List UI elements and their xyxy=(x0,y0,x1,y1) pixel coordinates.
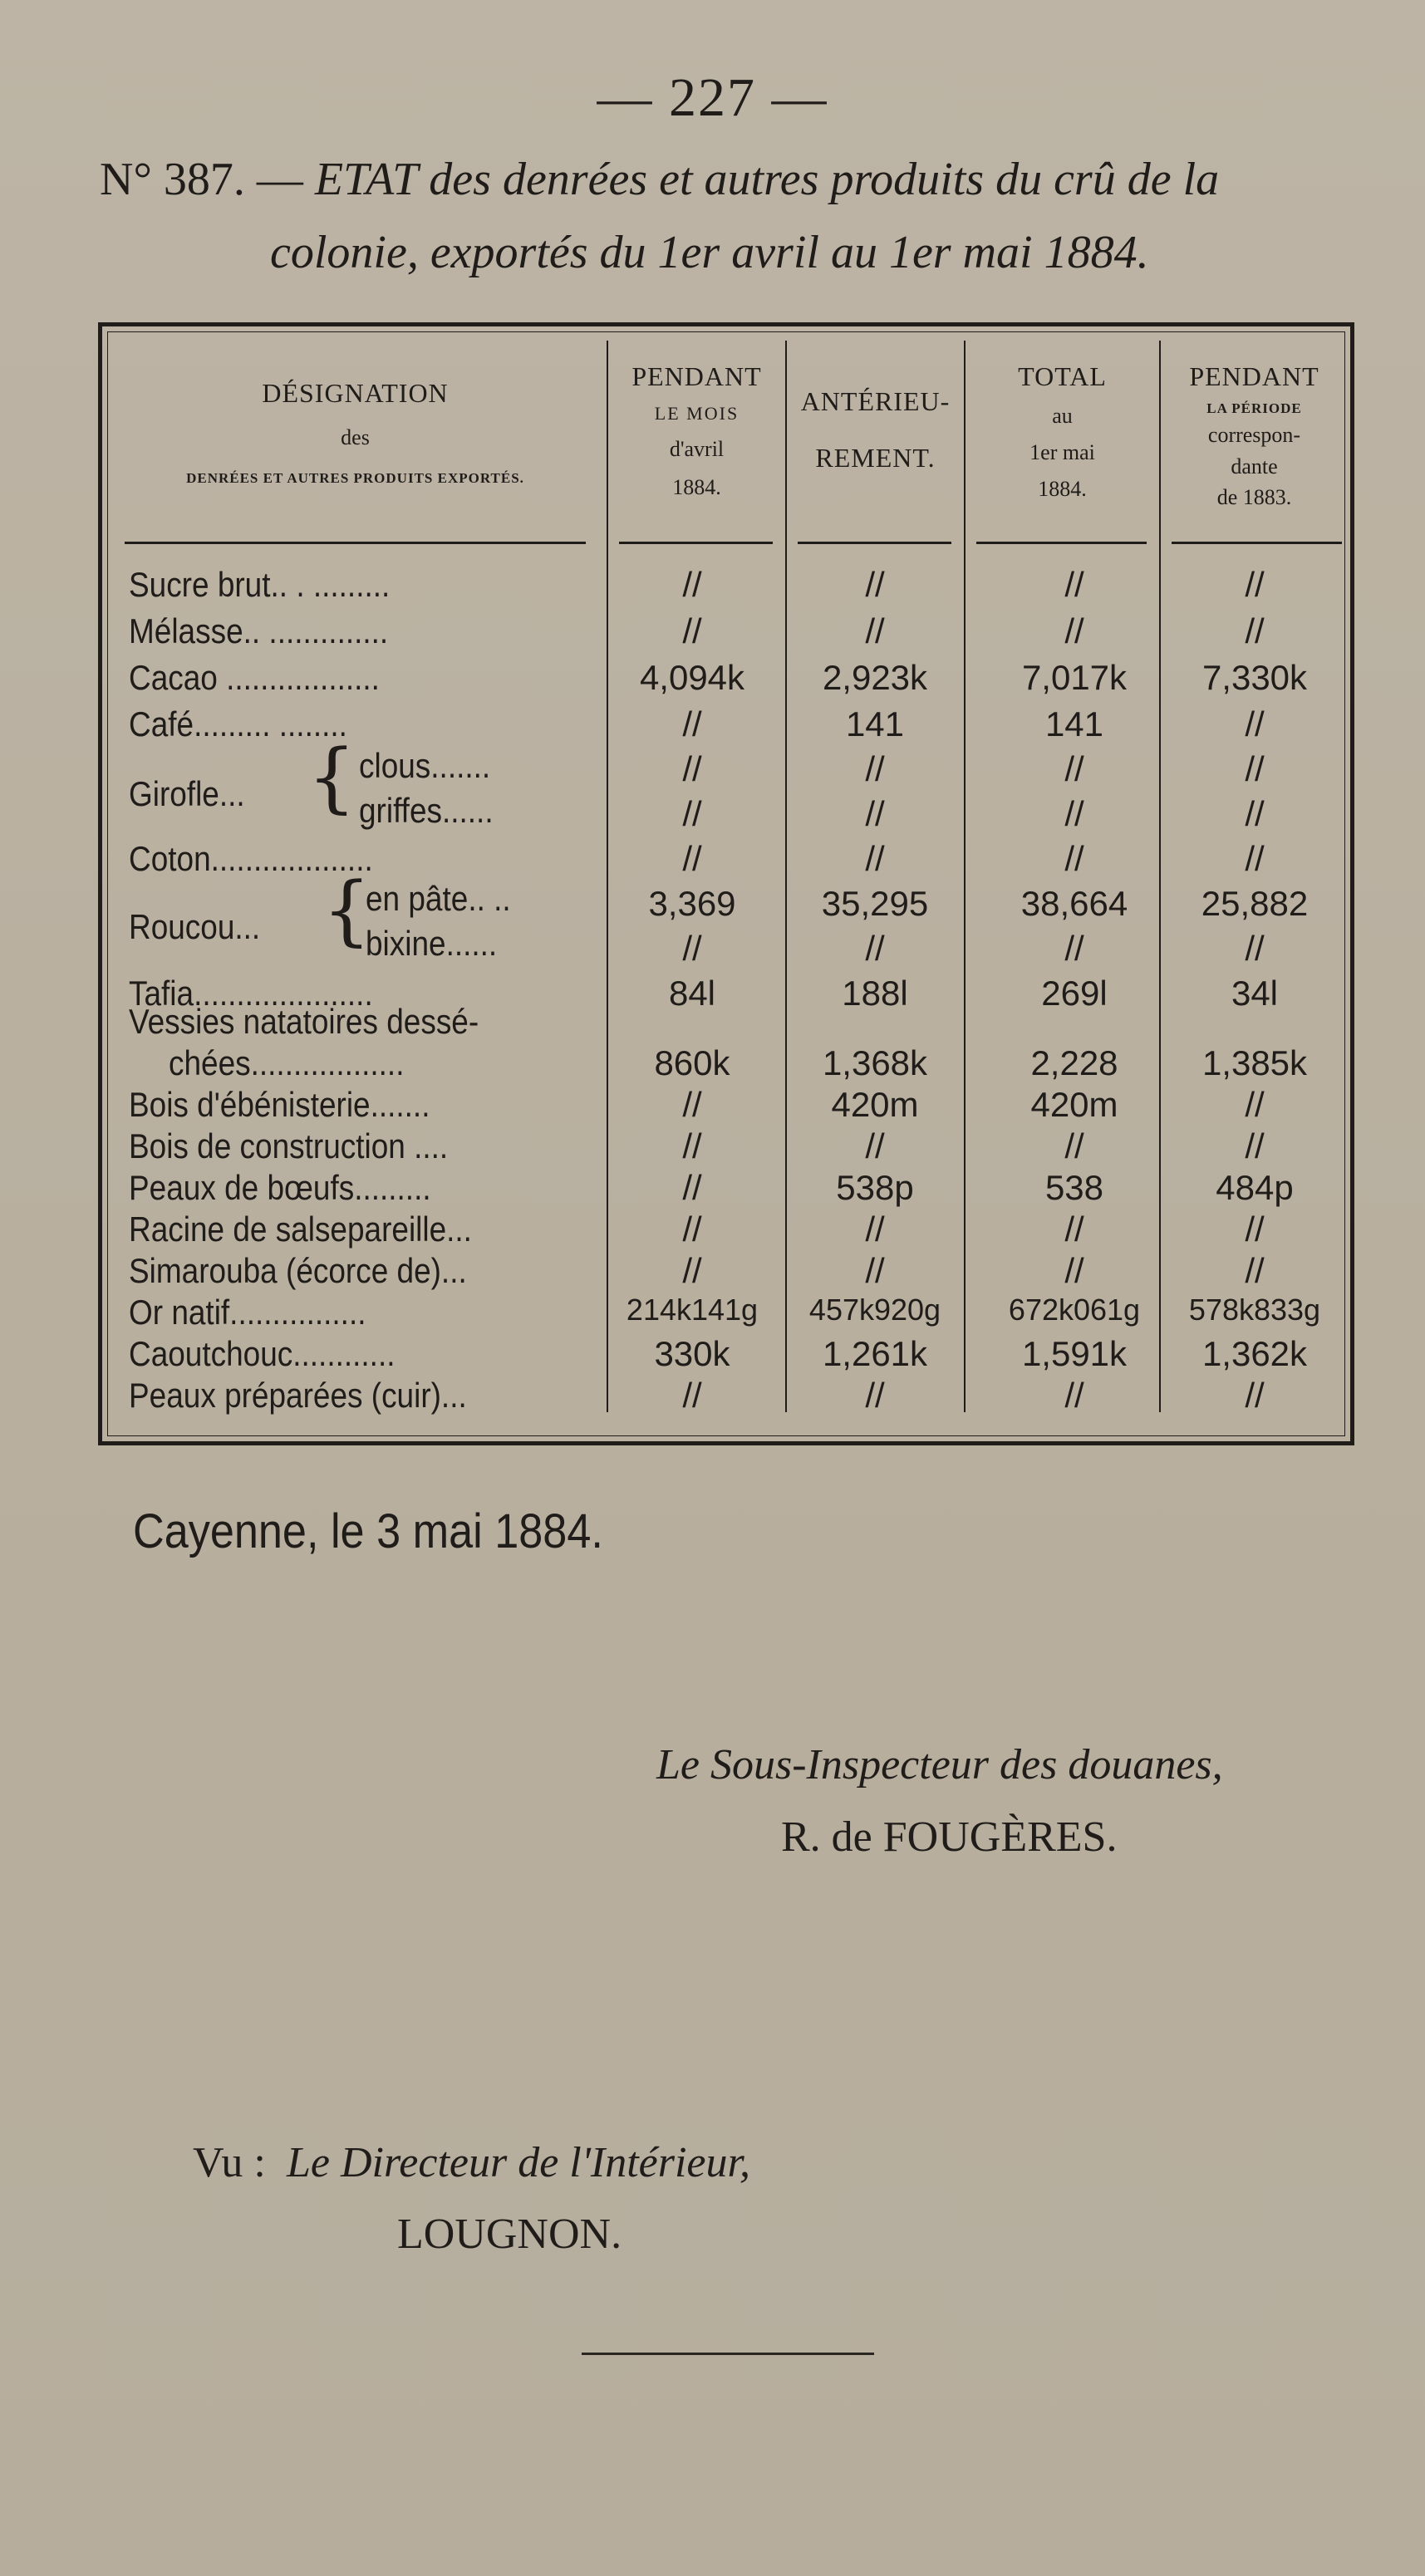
title-line-2: colonie, exportés du 1er avril au 1er mai 1884. xyxy=(270,227,1149,278)
header-designation: DÉSIGNATION des DENRÉES ET AUTRES PRODUITS EXPORTÉS. xyxy=(186,378,524,487)
table-row: Racine de salsepareille... // // // // xyxy=(129,1209,1265,1249)
header-rule xyxy=(125,542,586,544)
header-total: TOTAL au 1er mai 1884. xyxy=(1018,361,1107,501)
table-row: 3,369 35,295 38,664 25,882 xyxy=(648,884,1309,923)
signer-name: R. de FOUGÈRES. xyxy=(781,1813,1118,1861)
place-date: Cayenne, le 3 mai 1884. xyxy=(133,1504,603,1558)
table-row: Tafia..................... 84l 188l 269l 34l xyxy=(129,974,1279,1013)
end-rule xyxy=(582,2353,874,2355)
document-title xyxy=(100,143,1363,289)
table-row: Bois de construction .... // // // // xyxy=(129,1126,1265,1165)
table-row: // // // // xyxy=(682,929,1265,968)
roucou-sub-bixine: bixine...... xyxy=(366,924,498,963)
title-line-1: ETAT des denrées et autres produits du crû de la xyxy=(314,154,1220,205)
table-row: Cacao .................. 4,094k 2,923k 7,017k 7,330k xyxy=(129,658,1308,697)
signer-title: Le Sous-Inspecteur des douanes, xyxy=(656,1741,1223,1788)
roucou-sub-pate: en pâte.. .. xyxy=(366,879,511,918)
table-row: Coton................... // // // // xyxy=(129,839,1265,878)
table-row: // // // // xyxy=(682,794,1265,833)
vu-name: LOUGNON. xyxy=(397,2210,622,2258)
header-rule xyxy=(619,542,773,544)
table-row: Caoutchouc............ 330k 1,261k 1,591k 1,362k xyxy=(129,1334,1308,1373)
girofle-sub-clous: clous....... xyxy=(359,746,491,785)
header-rule xyxy=(1172,542,1342,544)
document-number: N° 387. — xyxy=(100,154,303,205)
roucou-label: Roucou... xyxy=(129,907,261,946)
table-row: Sucre brut.. . ......... // // // // xyxy=(129,565,1265,604)
table-row: Café......... ........ // 141 141 // xyxy=(129,704,1265,743)
table-row: Simarouba (écorce de)... // // // // xyxy=(129,1251,1265,1290)
table-row: Vessies natatoires dessé- xyxy=(129,1002,479,1041)
vu-label: Vu : xyxy=(193,2139,266,2186)
table-row: Mélasse.. .............. // // // // xyxy=(129,611,1265,650)
header-previous: ANTÉRIEU- REMENT. xyxy=(800,386,951,473)
girofle-sub-griffes: griffes...... xyxy=(359,791,494,830)
roucou-brace: { xyxy=(322,866,371,954)
header-rule xyxy=(798,542,951,544)
table-row: Or natif................ 214k141g 457k920g 672k061g 578k833g xyxy=(129,1293,1321,1332)
girofle-brace: { xyxy=(307,733,356,822)
table-row: // // // // xyxy=(682,749,1265,788)
header-rule xyxy=(976,542,1147,544)
page-number: — 227 — xyxy=(597,67,828,128)
girofle-label: Girofle... xyxy=(129,774,245,813)
header-previous-year: PENDANT LA PÉRIODE correspon- dante de 1883. xyxy=(1189,361,1319,510)
table-row: chées.................. 860k 1,368k 2,228 1,385k xyxy=(169,1043,1308,1082)
vu-title: Le Directeur de l'Intérieur, xyxy=(287,2139,750,2186)
header-april: PENDANT LE MOIS d'avril 1884. xyxy=(631,361,762,499)
table-row: Bois d'ébénisterie....... // 420m 420m // xyxy=(129,1085,1265,1124)
table-row: Peaux de bœufs......... // 538p 538 484p xyxy=(129,1168,1294,1207)
table-row: Peaux préparées (cuir)... // // // // xyxy=(129,1376,1265,1415)
